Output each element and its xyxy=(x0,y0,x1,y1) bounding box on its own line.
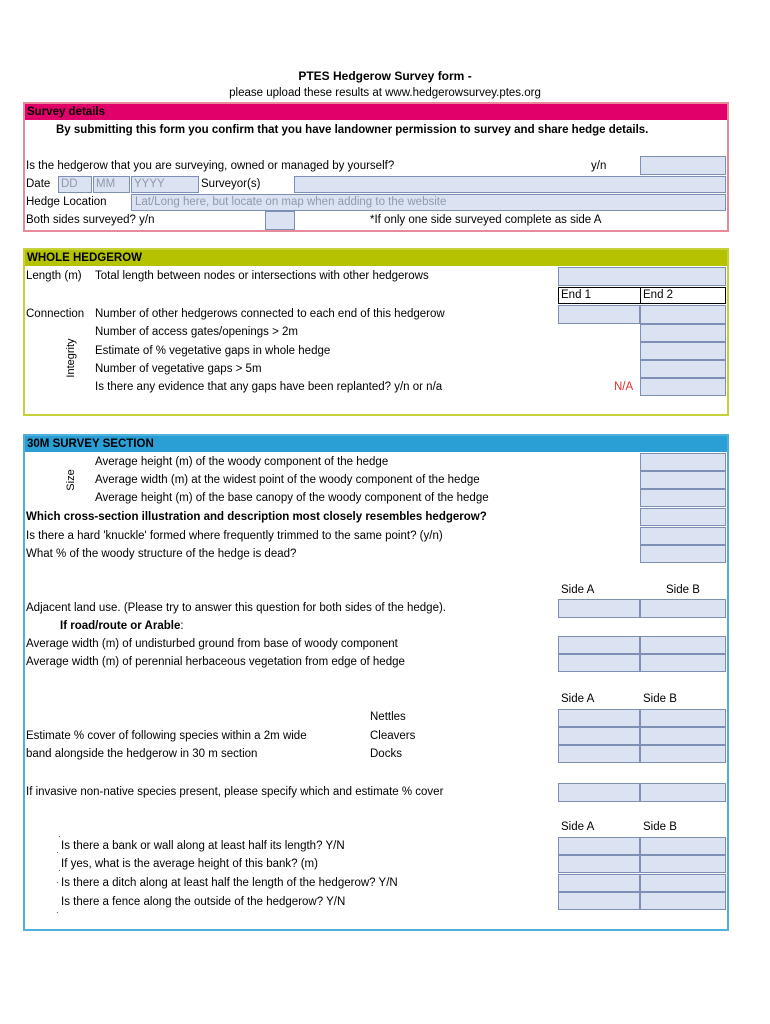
bank-side-a-input[interactable] xyxy=(558,837,640,855)
permission-note: By submitting this form you confirm that you have landowner permission to survey and share hedge details. xyxy=(56,124,649,136)
cleavers-side-b-input[interactable] xyxy=(640,727,726,745)
cross-section-label: Which cross-section illustration and description most closely resembles hedgerow? xyxy=(26,511,487,523)
connection-description: Number of other hedgerows connected to each end of this hedgerow xyxy=(95,308,445,320)
ditch-side-a-input[interactable] xyxy=(558,874,640,892)
cleavers-side-a-input[interactable] xyxy=(558,727,640,745)
owned-input[interactable] xyxy=(640,156,726,175)
veg-gaps-pct-input[interactable] xyxy=(640,342,726,360)
species-cover-line1: Estimate % cover of following species within a 2m wide xyxy=(26,730,307,742)
docks-side-b-input[interactable] xyxy=(640,745,726,763)
bullet-mark: · xyxy=(58,832,61,841)
perennial-side-b-input[interactable] xyxy=(640,654,726,672)
docks-side-a-input[interactable] xyxy=(558,745,640,763)
dead-pct-input[interactable] xyxy=(640,545,726,563)
replanted-input[interactable] xyxy=(640,378,726,396)
adjacent-land-side-a-input[interactable] xyxy=(558,599,640,618)
whole-hedgerow-heading: WHOLE HEDGEROW xyxy=(25,250,727,266)
size-label: Size xyxy=(65,469,77,491)
location-label: Hedge Location xyxy=(26,196,107,208)
end1-header: End 1 xyxy=(561,289,592,301)
if-road-label xyxy=(60,620,184,632)
end-header-divider xyxy=(640,287,641,304)
length-description: Total length between nodes or intersections with other hedgerows xyxy=(95,270,429,282)
bullet-mark: · xyxy=(56,848,59,857)
adjacent-land-label: Adjacent land use. (Please try to answer this question for both sides of the hedge). xyxy=(26,602,446,614)
connection-end1-input[interactable] xyxy=(558,305,640,324)
gates-input[interactable] xyxy=(640,324,726,342)
if-road-colon: : xyxy=(180,620,184,632)
side-a-header-2: Side A xyxy=(561,693,595,705)
knuckle-input[interactable] xyxy=(640,527,726,545)
date-year-input[interactable]: YYYY xyxy=(131,176,199,193)
date-month-input[interactable]: MM xyxy=(93,176,130,193)
bank-side-b-input[interactable] xyxy=(640,837,726,855)
ditch-side-b-input[interactable] xyxy=(640,874,726,892)
veg-gaps-num-input[interactable] xyxy=(640,360,726,378)
side-b-header-1: Side B xyxy=(666,584,700,596)
survey-30m-heading: 30M SURVEY SECTION xyxy=(25,436,727,452)
nettles-side-b-input[interactable] xyxy=(640,709,726,727)
undisturbed-side-a-input[interactable] xyxy=(558,636,640,654)
avg-height-label: Average height (m) of the woody component of the hedge xyxy=(95,456,389,468)
base-canopy-label: Average height (m) of the base canopy of the woody component of the hedge xyxy=(95,492,489,504)
if-road-text: If road/route or Arable xyxy=(60,620,181,632)
undisturbed-label: Average width (m) of undisturbed ground from base of woody component xyxy=(26,638,398,650)
invasive-side-b-input[interactable] xyxy=(640,783,726,802)
adjacent-land-side-b-input[interactable] xyxy=(640,599,726,618)
survey-details-heading: Survey details xyxy=(25,104,727,120)
perennial-label: Average width (m) of perennial herbaceous vegetation from edge of hedge xyxy=(26,656,405,668)
cross-section-input[interactable] xyxy=(640,508,726,526)
gates-label: Number of access gates/openings > 2m xyxy=(95,326,298,338)
invasive-side-a-input[interactable] xyxy=(558,783,640,802)
veg-gaps-num-label: Number of vegetative gaps > 5m xyxy=(95,363,262,375)
cleavers-label: Cleavers xyxy=(370,730,416,742)
dead-pct-label: What % of the woody structure of the hedge is dead? xyxy=(26,548,297,560)
bullet-mark: · xyxy=(58,866,61,875)
date-day-input[interactable]: DD xyxy=(58,176,92,193)
connection-label: Connection xyxy=(26,308,85,320)
veg-gaps-pct-label: Estimate of % vegetative gaps in whole hedge xyxy=(95,345,331,357)
fence-side-b-input[interactable] xyxy=(640,892,726,910)
date-label: Date xyxy=(26,178,51,190)
perennial-side-a-input[interactable] xyxy=(558,654,640,672)
end-header-frame xyxy=(558,287,726,304)
upload-instructions: please upload these results at www.hedgerowsurvey.ptes.org xyxy=(229,87,541,99)
owned-yn-hint: y/n xyxy=(591,160,607,172)
replanted-na-default: N/A xyxy=(614,381,634,393)
species-cover-line2: band alongside the hedgerow in 30 m section xyxy=(26,748,258,760)
side-a-header-3: Side A xyxy=(561,821,595,833)
fence-label: Is there a fence along the outside of the hedgerow? Y/N xyxy=(61,896,346,908)
avg-width-input[interactable] xyxy=(640,471,726,489)
one-side-note: *If only one side surveyed complete as side A xyxy=(370,214,602,226)
ditch-label: Is there a ditch along at least half the length of the hedgerow? Y/N xyxy=(61,877,398,889)
docks-label: Docks xyxy=(370,748,402,760)
bullet-mark: · xyxy=(56,908,59,917)
nettles-label: Nettles xyxy=(370,711,406,723)
avg-height-input[interactable] xyxy=(640,453,726,471)
undisturbed-side-b-input[interactable] xyxy=(640,636,726,654)
surveyor-label: Surveyor(s) xyxy=(201,178,261,190)
integrity-label: Integrity xyxy=(65,338,77,378)
both-sides-label: Both sides surveyed? y/n xyxy=(26,214,155,226)
side-b-header-3: Side B xyxy=(643,821,677,833)
knuckle-label: Is there a hard 'knuckle' formed where frequently trimmed to the same point? (y/n) xyxy=(26,530,443,542)
bank-height-label: If yes, what is the average height of this bank? (m) xyxy=(61,858,318,870)
side-b-header-2: Side B xyxy=(643,693,677,705)
form-title: PTES Hedgerow Survey form - xyxy=(298,69,472,83)
length-input[interactable] xyxy=(558,267,726,286)
invasive-label: If invasive non-native species present, please specify which and estimate % cover xyxy=(26,786,444,798)
both-sides-input[interactable] xyxy=(265,211,295,230)
owned-question: Is the hedgerow that you are surveying, owned or managed by yourself? xyxy=(26,160,395,172)
nettles-side-a-input[interactable] xyxy=(558,709,640,727)
end2-header: End 2 xyxy=(643,289,674,301)
connection-end2-input[interactable] xyxy=(640,305,726,324)
side-a-header-1: Side A xyxy=(561,584,595,596)
surveyor-input[interactable] xyxy=(294,176,726,193)
length-label: Length (m) xyxy=(26,270,82,282)
location-input[interactable]: Lat/Long here, but locate on map when adding to the website xyxy=(131,194,726,211)
avg-width-label: Average width (m) at the widest point of the woody component of the hedge xyxy=(95,474,480,486)
bank-label: Is there a bank or wall along at least half its length? Y/N xyxy=(61,840,345,852)
bullet-mark: · xyxy=(56,878,59,887)
bank-height-side-b-input[interactable] xyxy=(640,855,726,873)
bank-height-side-a-input[interactable] xyxy=(558,855,640,873)
replanted-label: Is there any evidence that any gaps have been replanted? y/n or n/a xyxy=(95,381,443,393)
fence-side-a-input[interactable] xyxy=(558,892,640,910)
base-canopy-input[interactable] xyxy=(640,489,726,507)
